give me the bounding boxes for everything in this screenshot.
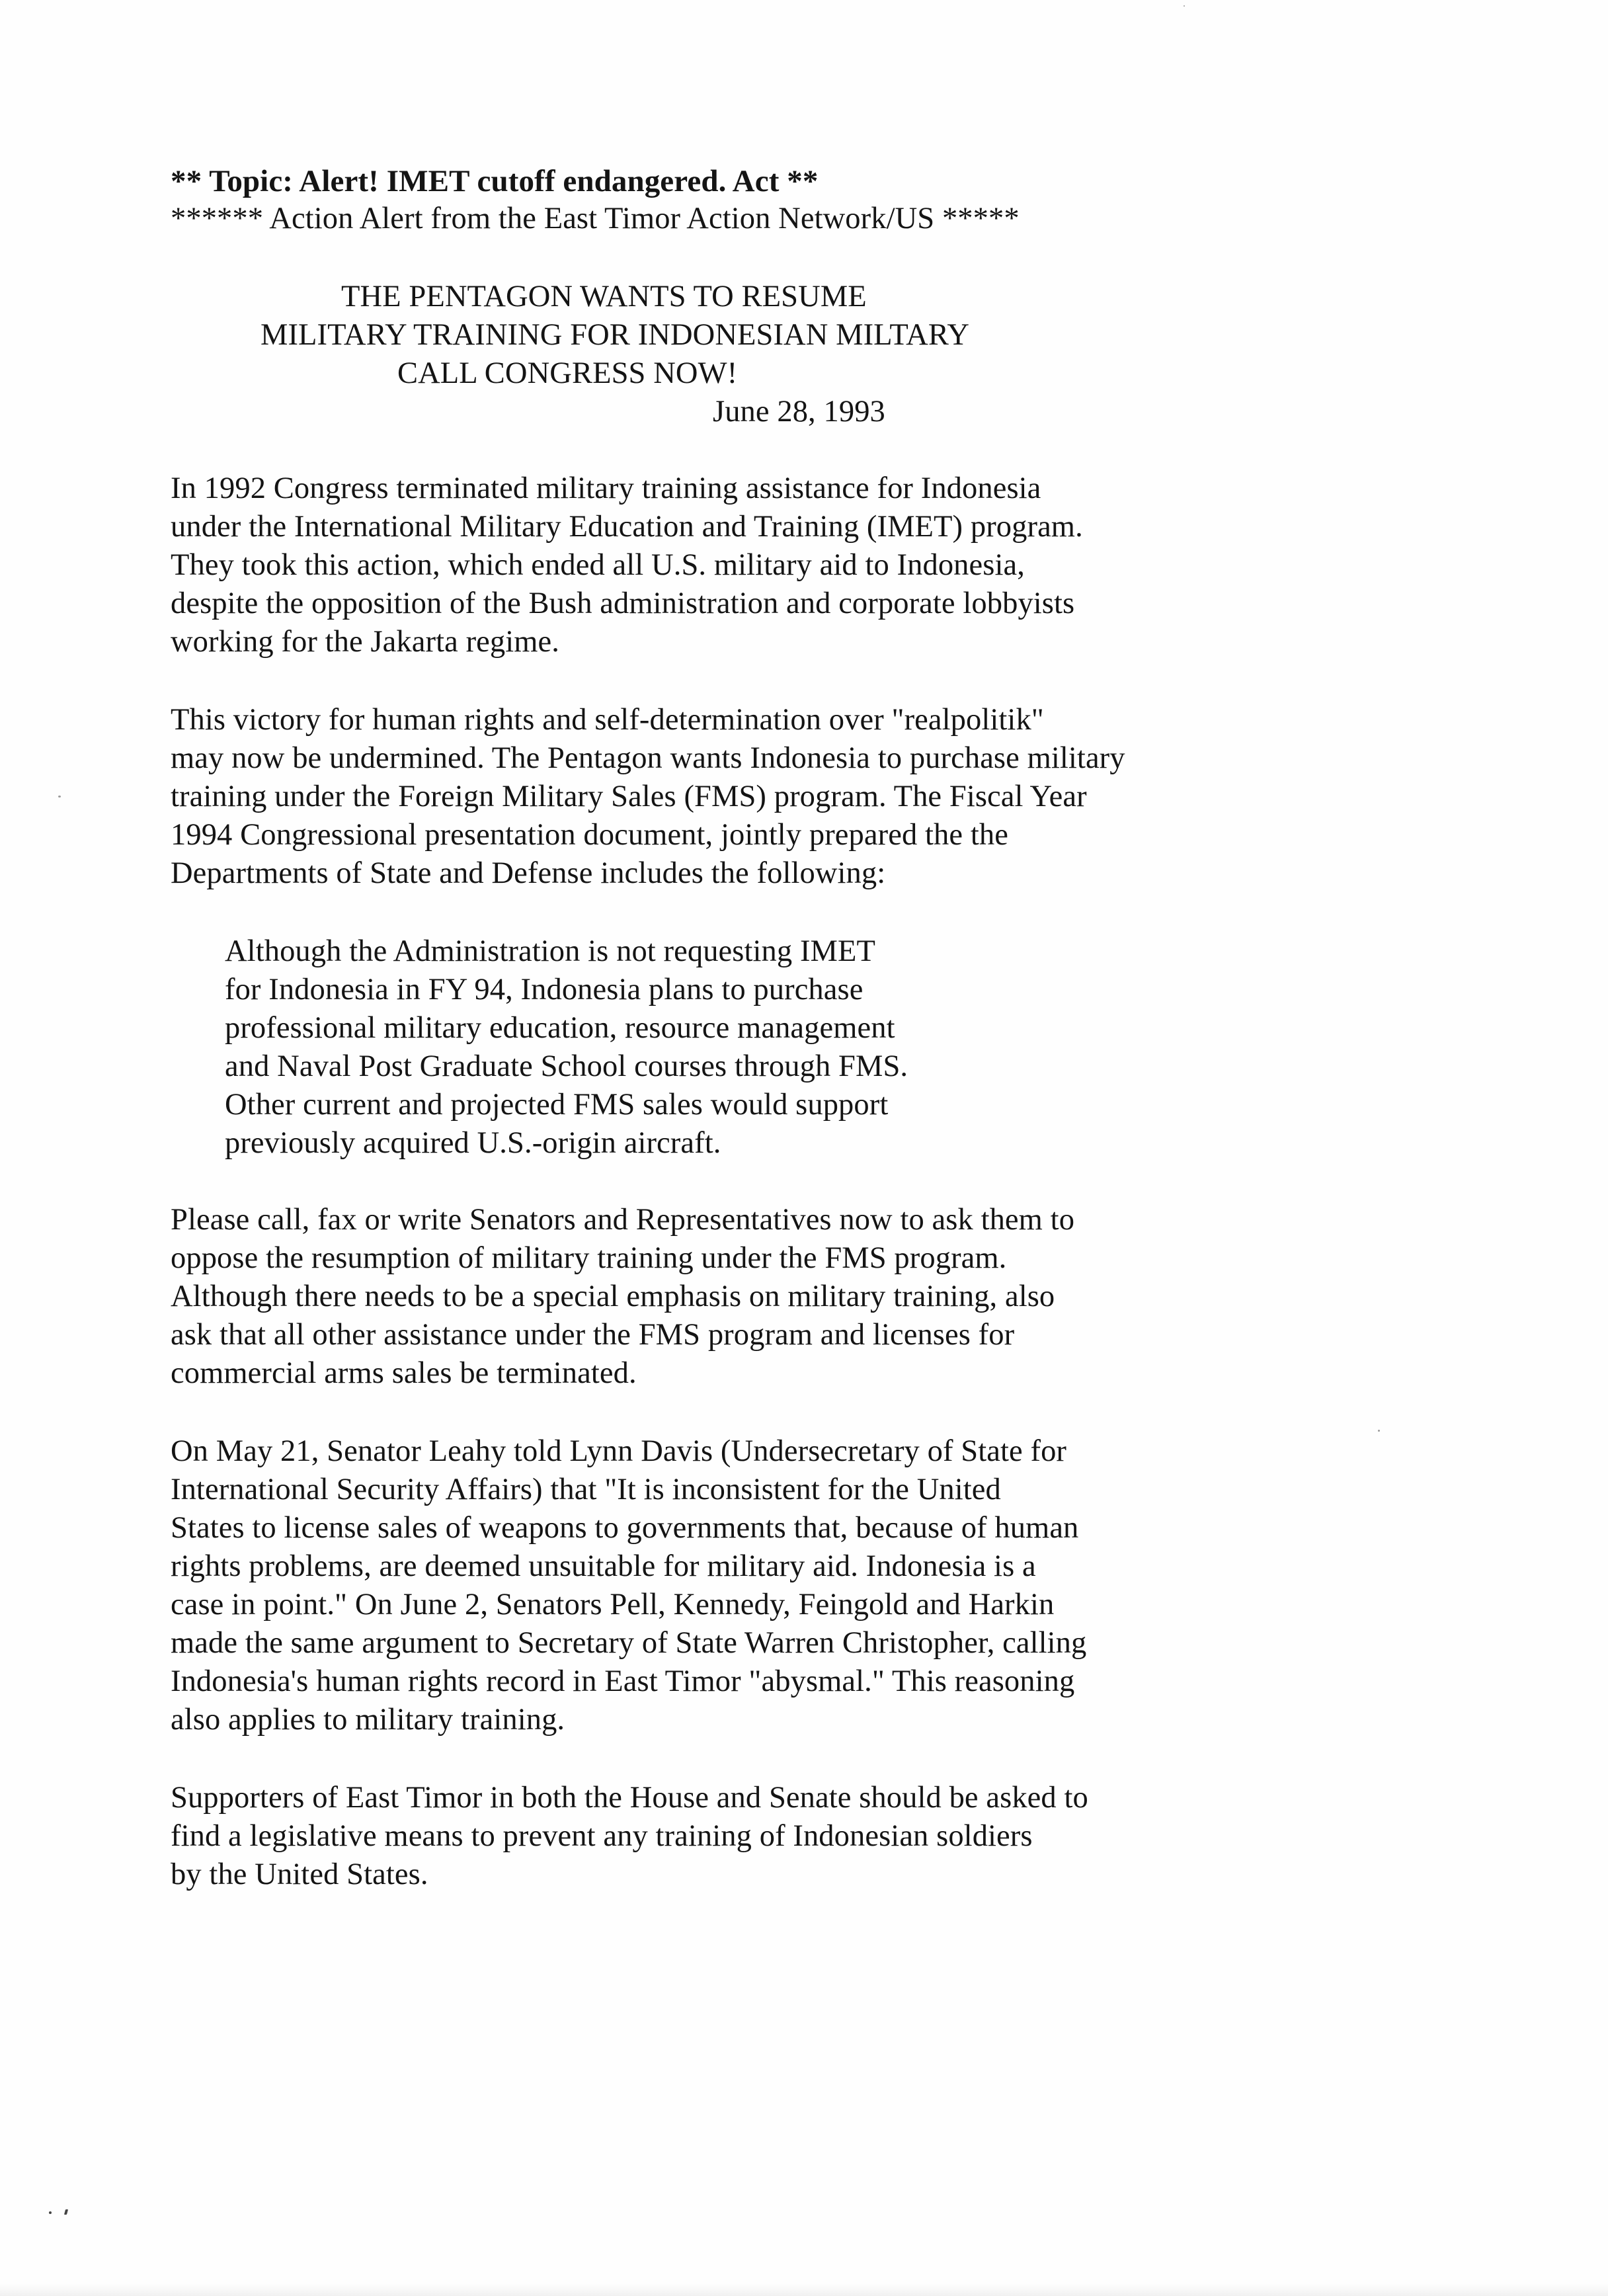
paragraph-line: International Security Affairs) that "It is inconsistent for the United — [171, 1473, 1001, 1506]
alert-line: ****** Action Alert from the East Timor Action Network/US ***** — [171, 202, 1020, 235]
paragraph-line: Please call, fax or write Senators and Representatives now to ask them to — [171, 1203, 1075, 1237]
paragraph-line: may now be undermined. The Pentagon wants Indonesia to purchase military — [171, 741, 1125, 775]
quote-line: previously acquired U.S.-origin aircraft. — [225, 1126, 721, 1160]
paragraph-line: commercial arms sales be terminated. — [171, 1356, 637, 1390]
paragraph-line: under the International Military Education and Training (IMET) program. — [171, 510, 1083, 544]
paragraph-line: made the same argument to Secretary of State Warren Christopher, calling — [171, 1626, 1087, 1660]
paragraph-line: On May 21, Senator Leahy told Lynn Davis (Undersecretary of State for — [171, 1434, 1067, 1468]
paragraph-line: States to license sales of weapons to governments that, because of human — [171, 1511, 1079, 1545]
paragraph-line: despite the opposition of the Bush administration and corporate lobbyists — [171, 587, 1075, 620]
scan-speck — [1184, 5, 1185, 7]
headline-line-1: THE PENTAGON WANTS TO RESUME — [341, 280, 867, 313]
headline-line-2: MILITARY TRAINING FOR INDONESIAN MILTARY — [261, 318, 970, 352]
quote-line: for Indonesia in FY 94, Indonesia plans to purchase — [225, 973, 864, 1006]
paragraph-line: This victory for human rights and self-determination over "realpolitik" — [171, 703, 1044, 737]
paragraph-line: In 1992 Congress terminated military training assistance for Indonesia — [171, 472, 1041, 505]
paragraph-line: Supporters of East Timor in both the House and Senate should be asked to — [171, 1781, 1088, 1815]
paragraph-line: find a legislative means to prevent any training of Indonesian soldiers — [171, 1819, 1033, 1853]
topic-line: ** Topic: Alert! IMET cutoff endangered. Act ** — [171, 164, 819, 198]
scan-speck — [58, 796, 61, 798]
quote-line: professional military education, resource management — [225, 1011, 895, 1045]
scan-speck — [49, 2211, 52, 2214]
paragraph-line: also applies to military training. — [171, 1703, 565, 1737]
paragraph-line: Departments of State and Defense includes the following: — [171, 856, 886, 890]
quote-line: Other current and projected FMS sales would support — [225, 1088, 889, 1122]
paragraph-line: case in point." On June 2, Senators Pell, Kennedy, Feingold and Harkin — [171, 1588, 1055, 1621]
headline-line-3: CALL CONGRESS NOW! — [397, 356, 738, 390]
scan-speck — [64, 2209, 68, 2215]
paragraph-line: ask that all other assistance under the FMS program and licenses for — [171, 1318, 1015, 1352]
paragraph-line: rights problems, are deemed unsuitable for military aid. Indonesia is a — [171, 1549, 1036, 1583]
scan-bottom-edge — [0, 2283, 1608, 2296]
paragraph-line: They took this action, which ended all U.S. military aid to Indonesia, — [171, 548, 1025, 582]
paragraph-line: training under the Foreign Military Sales (FMS) program. The Fiscal Year — [171, 780, 1087, 813]
quote-line: Although the Administration is not requesting IMET — [225, 934, 875, 968]
headline-date: June 28, 1993 — [713, 395, 885, 429]
paragraph-line: working for the Jakarta regime. — [171, 625, 560, 659]
quote-line: and Naval Post Graduate School courses through FMS. — [225, 1049, 908, 1083]
paragraph-line: Indonesia's human rights record in East Timor "abysmal." This reasoning — [171, 1664, 1075, 1698]
paragraph-line: by the United States. — [171, 1858, 428, 1891]
paragraph-line: Although there needs to be a special emphasis on military training, also — [171, 1280, 1055, 1313]
paragraph-line: 1994 Congressional presentation document, jointly prepared the the — [171, 818, 1008, 852]
scan-speck — [1378, 1430, 1380, 1432]
paragraph-line: oppose the resumption of military training under the FMS program. — [171, 1241, 1007, 1275]
